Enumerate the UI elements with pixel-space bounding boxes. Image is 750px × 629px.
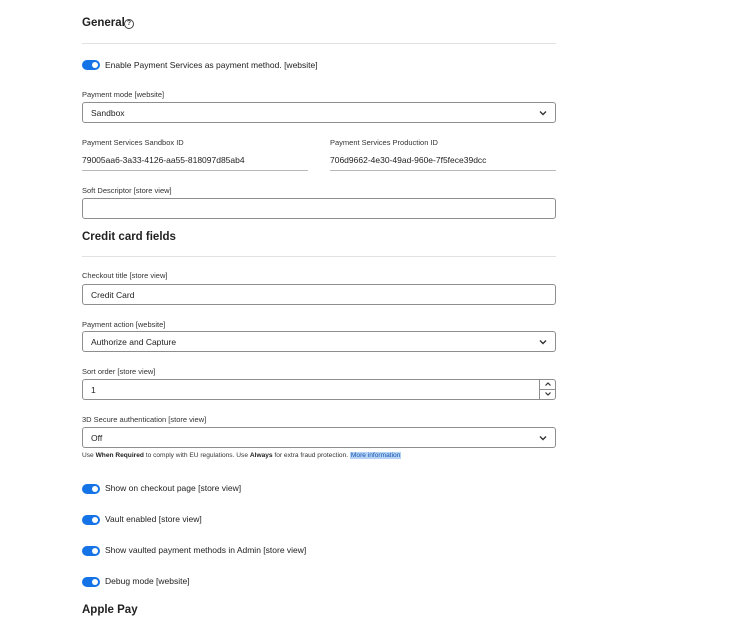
three-d-secure-label: 3D Secure authentication [store view] <box>82 415 207 424</box>
hint-bold-always: Always <box>249 452 273 459</box>
payment-action-value: Authorize and Capture <box>91 336 177 347</box>
apple-pay-section-title: Apple Pay <box>82 604 138 616</box>
show-on-checkout-label: Show on checkout page [store view] <box>105 483 242 493</box>
checkout-title-value: Credit Card <box>91 289 135 300</box>
production-id-value: 706d9662-4e30-49ad-960e-7f5fece39dcc <box>330 155 487 165</box>
three-d-secure-value: Off <box>91 432 103 443</box>
sort-order-stepper[interactable] <box>82 379 556 400</box>
help-icon[interactable]: ? <box>124 19 134 29</box>
chevron-down-icon <box>544 391 552 397</box>
increment-button[interactable] <box>540 380 555 390</box>
sandbox-id-value: 79005aa6-3a33-4126-aa55-818097d85ab4 <box>82 155 245 165</box>
credit-card-section-title: Credit card fields <box>82 231 176 243</box>
show-vaulted-methods-label: Show vaulted payment methods in Admin [store view] <box>105 545 307 555</box>
three-d-secure-hint <box>82 452 401 459</box>
decrement-button[interactable] <box>540 390 555 400</box>
chevron-down-icon <box>537 432 549 444</box>
show-vaulted-methods-toggle[interactable] <box>82 546 100 556</box>
general-section-title: General <box>82 17 125 29</box>
payment-action-label: Payment action [website] <box>82 320 166 329</box>
enable-payment-services-label: Enable Payment Services as payment method. [website] <box>105 60 318 70</box>
three-d-secure-select[interactable] <box>82 427 556 448</box>
debug-mode-label: Debug mode [website] <box>105 576 190 586</box>
checkout-title-label: Checkout title [store view] <box>82 271 168 280</box>
payment-mode-label: Payment mode [website] <box>82 90 165 99</box>
sort-order-label: Sort order [store view] <box>82 367 156 376</box>
soft-descriptor-label: Soft Descriptor [store view] <box>82 186 172 195</box>
vault-enabled-toggle[interactable] <box>82 515 100 525</box>
sandbox-id-underline <box>82 170 308 171</box>
sandbox-id-label: Payment Services Sandbox ID <box>82 138 184 147</box>
chevron-down-icon <box>537 336 549 348</box>
chevron-up-icon <box>544 381 552 387</box>
general-divider <box>82 43 556 44</box>
chevron-down-icon <box>537 107 549 119</box>
payment-mode-value: Sandbox <box>91 107 125 118</box>
sort-order-stepper-buttons <box>539 380 555 399</box>
hint-text: Use <box>82 452 96 459</box>
production-id-underline <box>330 170 556 171</box>
hint-bold-when-required: When Required <box>95 452 144 459</box>
checkout-title-input[interactable] <box>82 284 556 305</box>
production-id-label: Payment Services Production ID <box>330 138 438 147</box>
vault-enabled-label: Vault enabled [store view] <box>105 514 202 524</box>
show-on-checkout-toggle[interactable] <box>82 484 100 494</box>
hint-text: for extra fraud protection. <box>272 452 350 459</box>
sort-order-value: 1 <box>91 384 96 395</box>
soft-descriptor-input[interactable] <box>82 198 556 219</box>
payment-mode-select[interactable] <box>82 102 556 123</box>
payment-action-select[interactable] <box>82 331 556 352</box>
debug-mode-toggle[interactable] <box>82 577 100 587</box>
credit-card-divider <box>82 256 556 257</box>
enable-payment-services-toggle[interactable] <box>82 60 100 70</box>
more-information-link[interactable]: More information <box>350 452 401 459</box>
hint-text: to comply with EU regulations. Use <box>143 452 250 459</box>
